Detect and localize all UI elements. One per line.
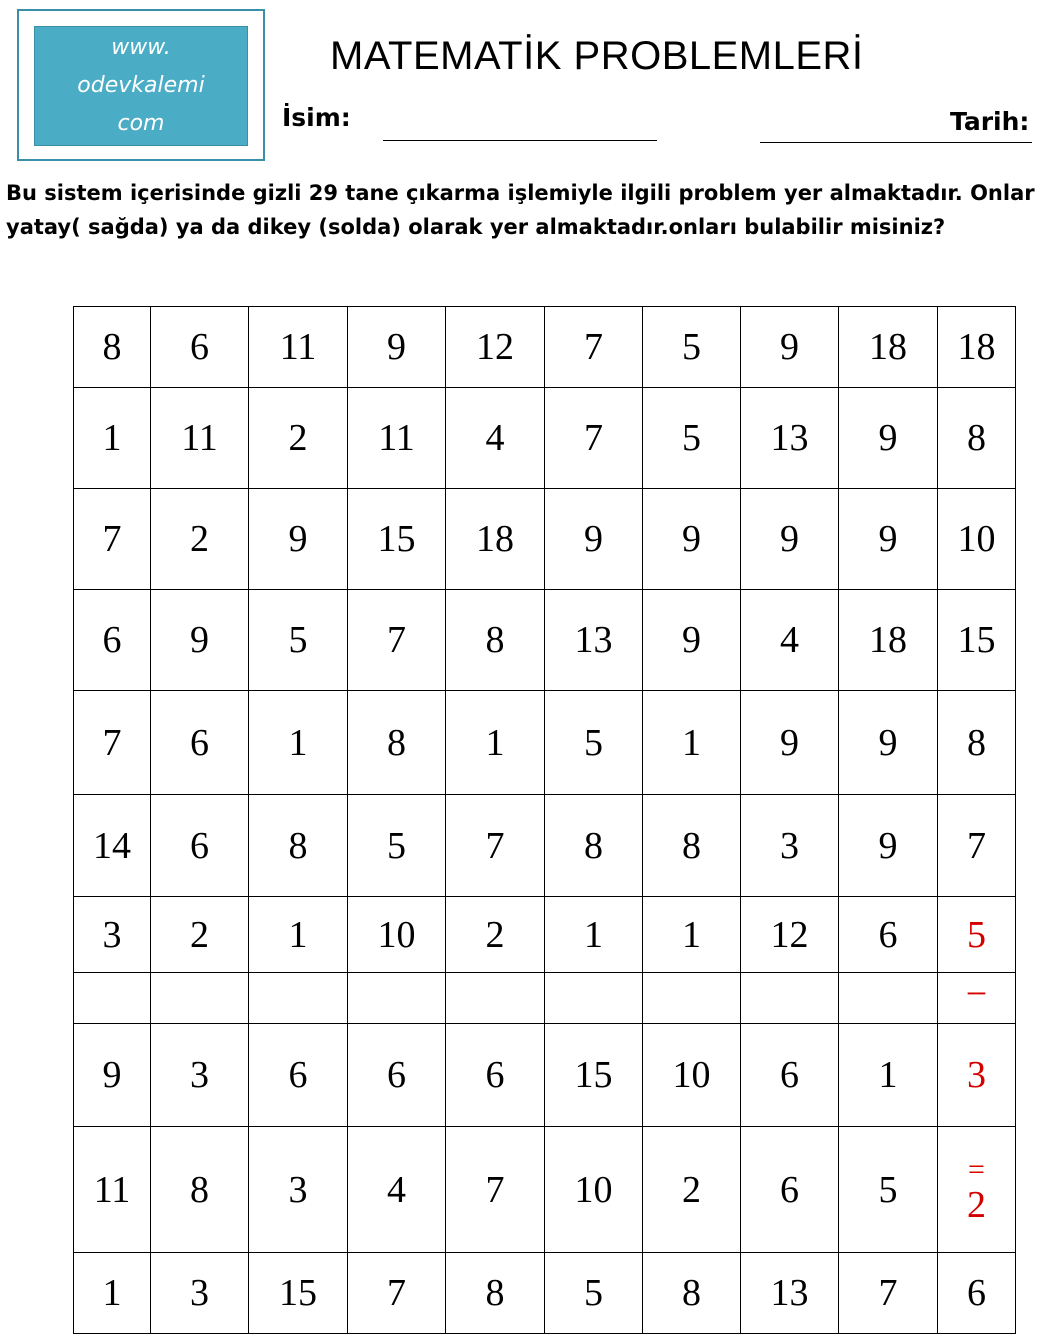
grid-cell: 1 [643, 897, 741, 973]
grid-cell: 3 [938, 1024, 1016, 1127]
grid-cell: 5 [643, 388, 741, 489]
logo-line-2: odevkalemi [77, 73, 205, 98]
grid-row [74, 691, 1016, 795]
grid-cell: 7 [545, 307, 643, 388]
grid-cell: 7 [446, 1127, 545, 1253]
date-label: Tarih: [950, 107, 1030, 136]
grid-cell: 5 [545, 691, 643, 795]
grid-row [74, 307, 1016, 388]
grid-cell: 5 [348, 795, 446, 897]
grid-cell: 9 [741, 691, 839, 795]
grid-cell: 3 [151, 1024, 249, 1127]
grid-cell: 9 [839, 388, 938, 489]
grid-cell: 7 [446, 795, 545, 897]
date-field-line[interactable] [760, 142, 1032, 143]
grid-cell: 9 [643, 590, 741, 691]
grid-cell: 18 [446, 489, 545, 590]
grid-cell: 9 [839, 691, 938, 795]
grid-cell: 6 [839, 897, 938, 973]
grid-cell: 6 [249, 1024, 348, 1127]
grid-cell: 8 [348, 691, 446, 795]
grid-cell [839, 973, 938, 1024]
grid-cell: 9 [741, 307, 839, 388]
grid-cell: 8 [151, 1127, 249, 1253]
grid-cell: 4 [446, 388, 545, 489]
grid-cell: 13 [741, 1253, 839, 1334]
grid-row [74, 897, 1016, 973]
grid-cell: 9 [74, 1024, 151, 1127]
grid-cell: 3 [74, 897, 151, 973]
grid-cell: 1 [249, 897, 348, 973]
site-logo [17, 9, 265, 161]
grid-row [74, 973, 1016, 1024]
grid-cell [348, 973, 446, 1024]
grid-cell: 9 [151, 590, 249, 691]
grid-cell: 4 [348, 1127, 446, 1253]
grid-cell: 7 [545, 388, 643, 489]
grid-cell: 9 [839, 489, 938, 590]
grid-cell: 9 [249, 489, 348, 590]
grid-cell: 8 [74, 307, 151, 388]
grid-cell: 8 [643, 1253, 741, 1334]
grid-cell: = 2 [938, 1127, 1016, 1253]
grid-cell: 7 [74, 489, 151, 590]
grid-row [74, 795, 1016, 897]
grid-cell: 10 [545, 1127, 643, 1253]
grid-cell: 9 [348, 307, 446, 388]
grid-cell: 8 [249, 795, 348, 897]
grid-cell: 3 [741, 795, 839, 897]
grid-cell [446, 973, 545, 1024]
grid-cell: 6 [446, 1024, 545, 1127]
grid-cell: 10 [643, 1024, 741, 1127]
grid-cell: 1 [446, 691, 545, 795]
grid-cell: 10 [348, 897, 446, 973]
grid-cell: 9 [643, 489, 741, 590]
grid-cell: 2 [643, 1127, 741, 1253]
grid-cell [249, 973, 348, 1024]
grid-cell: 6 [151, 307, 249, 388]
grid-cell: 1 [74, 388, 151, 489]
name-field-line[interactable] [383, 140, 657, 141]
grid-cell: 9 [741, 489, 839, 590]
grid-cell: 8 [446, 1253, 545, 1334]
grid-cell: 6 [151, 795, 249, 897]
grid-cell: 3 [151, 1253, 249, 1334]
grid-cell: 11 [151, 388, 249, 489]
grid-cell [151, 973, 249, 1024]
grid-cell: 8 [545, 795, 643, 897]
grid-cell: 15 [545, 1024, 643, 1127]
grid-cell: 5 [839, 1127, 938, 1253]
grid-cell: 10 [938, 489, 1016, 590]
grid-row [74, 489, 1016, 590]
site-logo-badge [34, 26, 248, 146]
grid-cell: 7 [938, 795, 1016, 897]
grid-cell: 9 [839, 795, 938, 897]
grid-cell: 7 [348, 1253, 446, 1334]
grid-cell [545, 973, 643, 1024]
grid-cell: 2 [249, 388, 348, 489]
grid-cell: 4 [741, 590, 839, 691]
worksheet-title: MATEMATİK PROBLEMLERİ [330, 34, 864, 78]
grid-cell: 1 [74, 1253, 151, 1334]
grid-cell: 2 [151, 897, 249, 973]
grid-cell [741, 973, 839, 1024]
grid-cell: 13 [545, 590, 643, 691]
grid-cell: 18 [938, 307, 1016, 388]
grid-cell: 6 [741, 1024, 839, 1127]
grid-cell: 6 [938, 1253, 1016, 1334]
grid-cell: 5 [545, 1253, 643, 1334]
grid-cell: 7 [74, 691, 151, 795]
grid-cell: 8 [938, 388, 1016, 489]
grid-cell: 5 [643, 307, 741, 388]
grid-cell [643, 973, 741, 1024]
instructions-text: Bu sistem içerisinde gizli 29 tane çıkarma işlemiyle ilgili problem yer almaktadır. Onlar yatay( sağda) ya da dikey (solda) olarak yer almaktadır.onları bulabilir misiniz? [6, 181, 1035, 239]
grid-cell: 1 [839, 1024, 938, 1127]
grid-cell: 7 [348, 590, 446, 691]
logo-line-1: www. [111, 35, 171, 60]
grid-cell: 15 [938, 590, 1016, 691]
grid-cell: 1 [643, 691, 741, 795]
number-grid [73, 306, 1016, 1334]
grid-cell: 9 [545, 489, 643, 590]
grid-cell: 11 [249, 307, 348, 388]
grid-cell: 11 [348, 388, 446, 489]
grid-cell: 2 [446, 897, 545, 973]
name-label: İsim: [282, 103, 351, 132]
grid-cell: 18 [839, 590, 938, 691]
grid-row [74, 590, 1016, 691]
grid-cell: 6 [348, 1024, 446, 1127]
grid-row [74, 388, 1016, 489]
grid-cell: 1 [545, 897, 643, 973]
grid-cell: 13 [741, 388, 839, 489]
grid-cell: 6 [74, 590, 151, 691]
grid-cell: 6 [151, 691, 249, 795]
grid-cell: 15 [348, 489, 446, 590]
grid-cell: 5 [249, 590, 348, 691]
grid-cell: 8 [446, 590, 545, 691]
grid-cell: 8 [643, 795, 741, 897]
grid-cell: 12 [446, 307, 545, 388]
grid-cell: 2 [151, 489, 249, 590]
grid-cell: 1 [249, 691, 348, 795]
grid-cell: − [938, 973, 1016, 1024]
grid-row [74, 1253, 1016, 1334]
grid-cell: 6 [741, 1127, 839, 1253]
grid-cell [74, 973, 151, 1024]
grid-cell: 14 [74, 795, 151, 897]
grid-cell: 8 [938, 691, 1016, 795]
grid-cell: 12 [741, 897, 839, 973]
grid-row [74, 1127, 1016, 1253]
grid-row [74, 1024, 1016, 1127]
grid-cell: 18 [839, 307, 938, 388]
grid-cell: 11 [74, 1127, 151, 1253]
grid-cell: 3 [249, 1127, 348, 1253]
grid-cell: 5 [938, 897, 1016, 973]
grid-cell: 7 [839, 1253, 938, 1334]
grid-cell: 15 [249, 1253, 348, 1334]
logo-line-3: com [117, 111, 165, 136]
